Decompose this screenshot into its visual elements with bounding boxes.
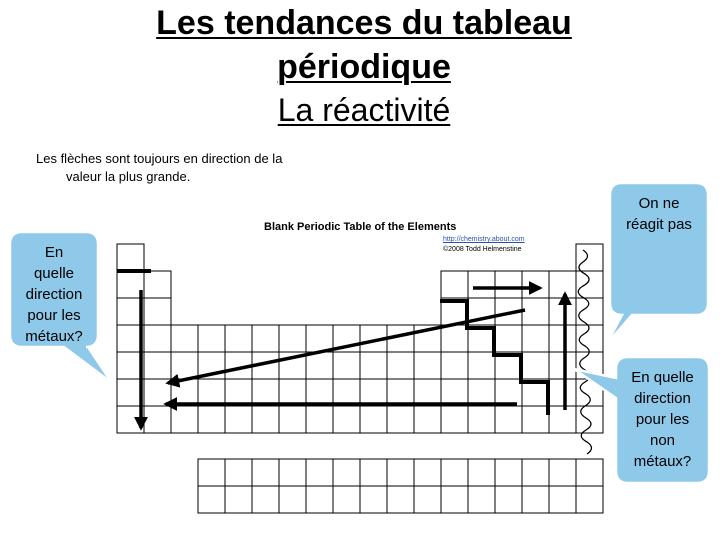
f-block-cell bbox=[306, 459, 333, 486]
f-block-cell bbox=[252, 459, 279, 486]
periodic-table-title: Blank Periodic Table of the Elements bbox=[264, 221, 457, 233]
element-cell bbox=[468, 379, 495, 406]
element-cell bbox=[279, 406, 306, 433]
element-cell bbox=[468, 271, 495, 298]
element-cell bbox=[144, 406, 171, 433]
f-block-cell bbox=[225, 459, 252, 486]
f-block-cell bbox=[549, 459, 576, 486]
element-cell bbox=[198, 406, 225, 433]
element-cell bbox=[549, 406, 576, 433]
f-block-cell bbox=[360, 459, 387, 486]
element-cell bbox=[414, 352, 441, 379]
element-cell bbox=[576, 298, 603, 325]
element-cell bbox=[306, 325, 333, 352]
nonmetals-callout-line-5: métaux? bbox=[633, 453, 692, 470]
f-block-cell bbox=[441, 459, 468, 486]
f-block-cell bbox=[306, 486, 333, 513]
element-cell bbox=[333, 379, 360, 406]
element-cell bbox=[495, 406, 522, 433]
noble-callout-line-1: On ne bbox=[638, 195, 680, 212]
element-cell bbox=[522, 406, 549, 433]
f-block-cell bbox=[279, 486, 306, 513]
f-block-cell bbox=[576, 459, 603, 486]
f-block-cell bbox=[333, 486, 360, 513]
metals-callout-bubble bbox=[10, 232, 112, 383]
element-cell bbox=[360, 406, 387, 433]
element-cell bbox=[576, 406, 603, 433]
element-cell bbox=[306, 379, 333, 406]
element-cell bbox=[171, 352, 198, 379]
element-cell bbox=[333, 352, 360, 379]
f-block-grid bbox=[198, 459, 603, 513]
element-cell bbox=[144, 298, 171, 325]
f-block-cell bbox=[279, 459, 306, 486]
nonmetals-callout-line-2: direction bbox=[634, 390, 691, 407]
element-cell bbox=[144, 379, 171, 406]
element-cell bbox=[252, 379, 279, 406]
metals-callout-line-4: pour les bbox=[27, 307, 81, 324]
element-cell bbox=[387, 352, 414, 379]
element-cell bbox=[414, 379, 441, 406]
element-cell bbox=[387, 379, 414, 406]
metals-callout-line-1: En bbox=[44, 244, 64, 261]
f-block-cell bbox=[333, 459, 360, 486]
element-cell bbox=[495, 271, 522, 298]
nonmetals-callout-line-3: pour les bbox=[635, 411, 690, 428]
element-cell bbox=[495, 379, 522, 406]
element-cell bbox=[522, 352, 549, 379]
source-link[interactable]: http://chemistry.about.com bbox=[443, 236, 525, 243]
arrow-diagonal-metals bbox=[168, 310, 525, 383]
arrow-note-line-1: Les flèches sont toujours en direction de la bbox=[36, 151, 283, 166]
f-block-cell bbox=[387, 486, 414, 513]
f-block-cell bbox=[198, 486, 225, 513]
element-cell bbox=[441, 352, 468, 379]
element-cell bbox=[279, 379, 306, 406]
element-cell bbox=[576, 271, 603, 298]
f-block-cell bbox=[360, 486, 387, 513]
f-block-cell bbox=[495, 459, 522, 486]
f-block-cell bbox=[225, 486, 252, 513]
element-cell bbox=[576, 244, 603, 271]
metals-callout-line-5: métaux? bbox=[25, 328, 83, 345]
element-cell bbox=[495, 325, 522, 352]
f-block-cell bbox=[522, 486, 549, 513]
copyright-text: ©2008 Todd Helmenstine bbox=[443, 246, 522, 253]
element-cell bbox=[144, 352, 171, 379]
element-cell bbox=[144, 325, 171, 352]
element-cell bbox=[549, 325, 576, 352]
element-cell bbox=[117, 244, 144, 271]
element-cell bbox=[360, 379, 387, 406]
nonmetals-callout-line-1: En quelle bbox=[631, 369, 694, 386]
element-cell bbox=[441, 379, 468, 406]
title-line-2: périodique bbox=[277, 48, 451, 86]
element-cell bbox=[252, 325, 279, 352]
element-cell bbox=[333, 406, 360, 433]
element-cell bbox=[522, 298, 549, 325]
f-block-cell bbox=[495, 486, 522, 513]
f-block-cell bbox=[252, 486, 279, 513]
nonmetals-callout-line-4: non bbox=[649, 432, 676, 449]
element-cell bbox=[387, 406, 414, 433]
f-block-cell bbox=[576, 486, 603, 513]
element-cell bbox=[171, 325, 198, 352]
element-cell bbox=[549, 352, 576, 379]
element-cell bbox=[225, 379, 252, 406]
f-block-cell bbox=[198, 459, 225, 486]
f-block-cell bbox=[522, 459, 549, 486]
element-cell bbox=[549, 298, 576, 325]
metals-callout-line-3: direction bbox=[25, 286, 83, 303]
element-cell bbox=[414, 406, 441, 433]
title-line-1: Les tendances du tableau bbox=[156, 4, 572, 42]
f-block-cell bbox=[414, 459, 441, 486]
f-block-cell bbox=[549, 486, 576, 513]
metals-callout-line-2: quelle bbox=[33, 265, 75, 282]
element-cell bbox=[549, 379, 576, 406]
element-cell bbox=[549, 271, 576, 298]
noble-callout-line-2: réagit pas bbox=[626, 216, 692, 233]
f-block-cell bbox=[468, 486, 495, 513]
title-line-3: La réactivité bbox=[277, 92, 451, 128]
element-cell bbox=[171, 406, 198, 433]
element-cell bbox=[225, 325, 252, 352]
arrow-note-line-2: valeur la plus grande. bbox=[66, 169, 191, 184]
f-block-cell bbox=[387, 459, 414, 486]
f-block-cell bbox=[441, 486, 468, 513]
element-cell bbox=[441, 325, 468, 352]
element-cell bbox=[144, 271, 171, 298]
element-cell bbox=[360, 352, 387, 379]
noble-callout-bubble bbox=[606, 183, 708, 345]
element-cell bbox=[225, 406, 252, 433]
element-cell bbox=[522, 271, 549, 298]
element-cell bbox=[522, 325, 549, 352]
element-cell bbox=[198, 379, 225, 406]
nonmetals-callout-bubble bbox=[574, 357, 709, 483]
element-cell bbox=[306, 352, 333, 379]
f-block-cell bbox=[414, 486, 441, 513]
f-block-cell bbox=[468, 459, 495, 486]
element-cell bbox=[252, 406, 279, 433]
element-cell bbox=[468, 406, 495, 433]
element-cell bbox=[198, 325, 225, 352]
element-cell bbox=[468, 352, 495, 379]
element-cell bbox=[306, 406, 333, 433]
element-cell bbox=[441, 406, 468, 433]
element-cell bbox=[279, 325, 306, 352]
element-cell bbox=[441, 271, 468, 298]
